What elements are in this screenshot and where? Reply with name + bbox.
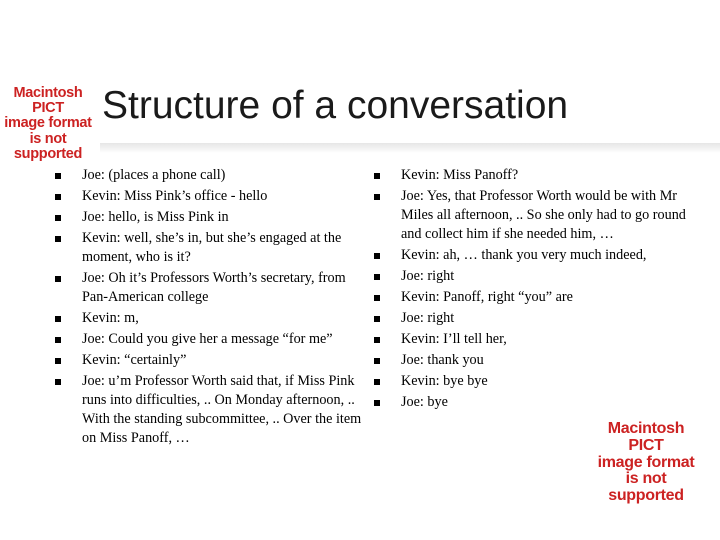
square-bullet-icon (55, 215, 61, 221)
placeholder-line: is not supported (608, 470, 684, 505)
placeholder-line: is not supported (13, 130, 83, 162)
square-bullet-icon (374, 379, 380, 385)
square-bullet-icon (55, 276, 61, 282)
image-placeholder-top-left (0, 86, 96, 162)
list-item-text: Kevin: bye bye (401, 373, 488, 389)
list-item-text: Joe: Yes, that Professor Worth would be with Mr Miles all afternoon, .. So she only had to go round and collect him if she needed him, … (401, 188, 686, 242)
list-item-text: Kevin: Miss Panoff? (401, 167, 519, 183)
list-item (374, 393, 694, 412)
list-item-text: Joe: Could you give her a message “for me” (82, 331, 333, 347)
list-item (55, 269, 365, 307)
list-item-text: Kevin: I’ll tell her, (401, 331, 507, 347)
list-item-text: Kevin: m, (82, 310, 139, 326)
square-bullet-icon (374, 358, 380, 364)
square-bullet-icon (55, 337, 61, 343)
square-bullet-icon (55, 316, 61, 322)
list-item (55, 229, 365, 267)
list-item-text: Joe: Oh it’s Professors Worth’s secretary, from Pan-American college (82, 270, 346, 305)
list-item (374, 246, 694, 265)
list-item (374, 187, 694, 244)
list-item (55, 372, 365, 448)
list-item-text: Kevin: ah, … thank you very much indeed, (401, 247, 647, 263)
list-item (55, 351, 365, 370)
square-bullet-icon (374, 337, 380, 343)
list-item-text: Joe: u’m Professor Worth said that, if Miss Pink runs into difficulties, .. On Monday afternoon, .. With the standing subcommittee, .. Over the item on Miss Panoff, … (82, 373, 362, 446)
list-item (374, 330, 694, 349)
square-bullet-icon (374, 400, 380, 406)
placeholder-line: Macintosh PICT (607, 420, 685, 454)
square-bullet-icon (374, 253, 380, 259)
square-bullet-icon (55, 379, 61, 385)
list-item-text: Joe: right (401, 268, 455, 284)
square-bullet-icon (374, 295, 380, 301)
list-item (374, 351, 694, 370)
list-item-text: Kevin: well, she’s in, but she’s engaged at the moment, who is it? (82, 230, 342, 265)
square-bullet-icon (55, 358, 61, 364)
list-item-text: Joe: bye (401, 394, 448, 410)
list-item-text: Joe: thank you (401, 352, 484, 368)
list-item-text: Joe: (places a phone call) (82, 167, 226, 183)
list-item (374, 166, 694, 185)
list-item-text: Kevin: Panoff, right “you” are (401, 289, 573, 305)
title-divider (100, 143, 720, 153)
list-item (55, 166, 365, 185)
square-bullet-icon (374, 316, 380, 322)
list-item (55, 309, 365, 328)
list-item (374, 309, 694, 328)
list-item-text: Joe: hello, is Miss Pink in (82, 209, 229, 225)
left-column-list (55, 166, 365, 450)
list-item (374, 288, 694, 307)
slide-title: Structure of a conversation (102, 84, 569, 127)
square-bullet-icon (374, 173, 380, 179)
square-bullet-icon (374, 274, 380, 280)
list-item (55, 330, 365, 349)
list-item-text: Kevin: Miss Pink’s office - hello (82, 188, 268, 204)
square-bullet-icon (55, 236, 61, 242)
placeholder-line: Macintosh PICT (13, 85, 83, 117)
image-placeholder-bottom-right (590, 421, 702, 505)
list-item (374, 267, 694, 286)
right-column-list (374, 166, 694, 414)
list-item (374, 372, 694, 391)
list-item (55, 187, 365, 206)
placeholder-line: image format (597, 453, 695, 471)
square-bullet-icon (374, 194, 380, 200)
list-item (55, 208, 365, 227)
square-bullet-icon (55, 173, 61, 179)
list-item-text: Joe: right (401, 310, 455, 326)
list-item-text: Kevin: “certainly” (82, 352, 187, 368)
placeholder-line: image format (4, 115, 92, 132)
square-bullet-icon (55, 194, 61, 200)
